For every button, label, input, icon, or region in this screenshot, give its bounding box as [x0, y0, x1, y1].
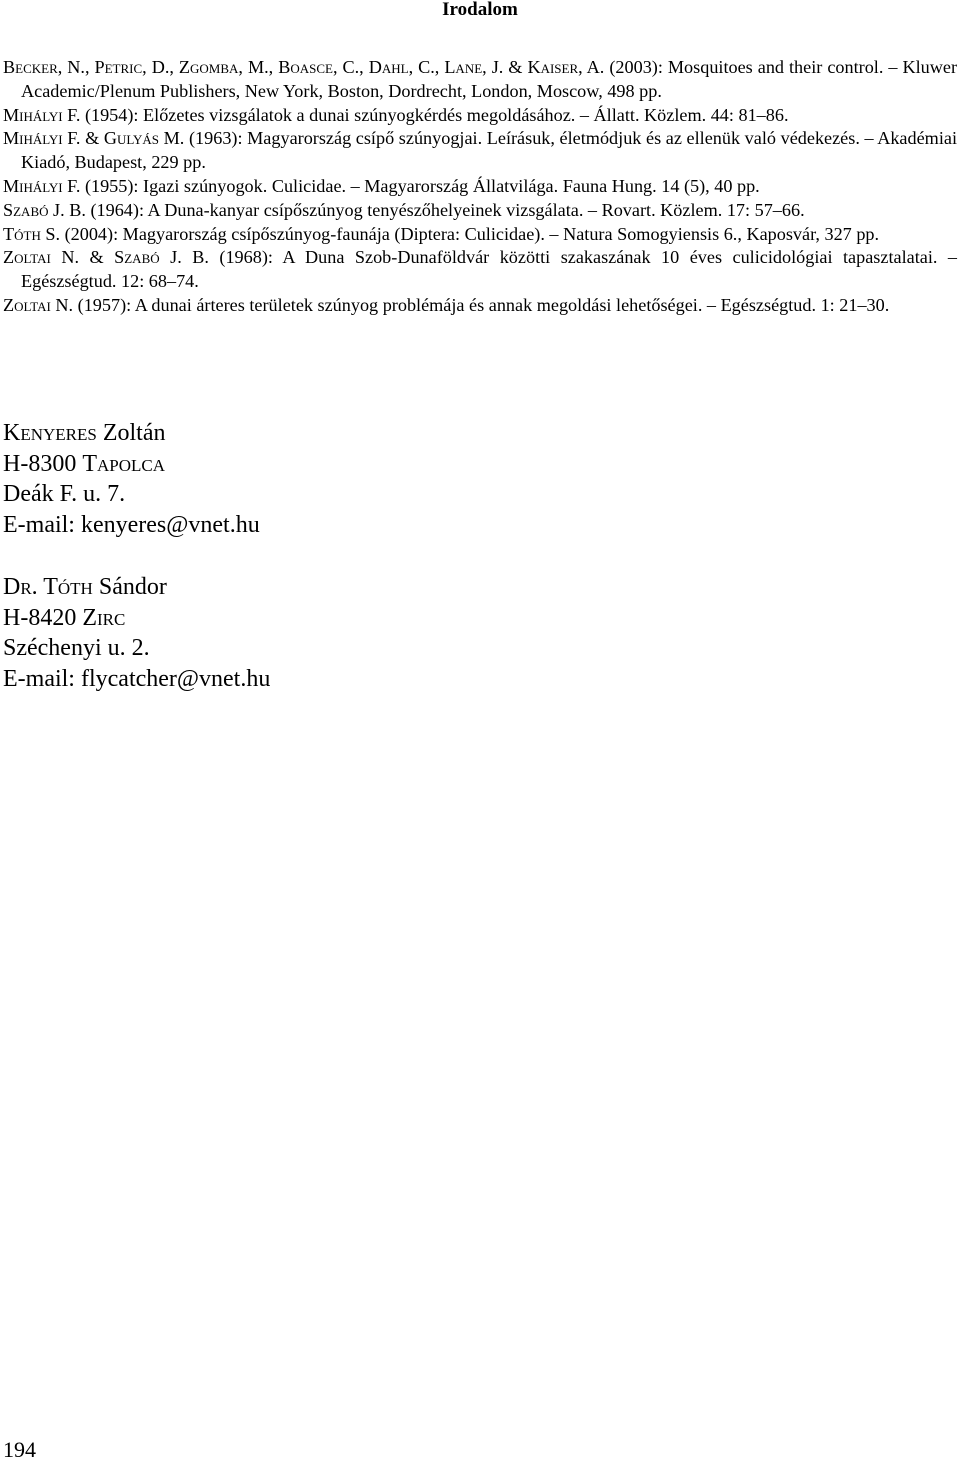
reference-item — [3, 199, 957, 223]
section-heading: Irodalom — [442, 0, 518, 20]
reference-list — [3, 56, 957, 318]
postal-code: H-8300 — [3, 450, 83, 477]
reference-text: (1964): A Duna-kanyar csípőszúnyog tenyészőhelyeinek vizsgálata. – Rovart. Közlem. 17: 57–66. — [85, 199, 805, 220]
author-name — [3, 572, 270, 603]
city: Tapolca — [82, 450, 165, 477]
page-number: 194 — [3, 1437, 36, 1462]
reference-text: (1957): A dunai árteres területek szúnyog problémája és annak megoldási lehetőségei. – Egészségtud. 1: 21–30. — [73, 294, 890, 315]
reference-authors: Zoltai N. — [3, 294, 74, 315]
reference-item — [3, 104, 957, 128]
author-city-line — [3, 449, 260, 480]
author-address-block — [3, 572, 270, 694]
reference-item — [3, 223, 957, 247]
reference-text: (1955): Igazi szúnyogok. Culicidae. – Magyarország Állatvilága. Fauna Hung. 14 (5), 40 pp. — [80, 175, 760, 196]
reference-authors: Mihályi F. & Gulyás M. — [3, 128, 185, 149]
postal-code: H-8420 — [3, 604, 83, 631]
author-street: Széchenyi u. 2. — [3, 635, 150, 661]
author-email: E-mail: flycatcher@vnet.hu — [3, 665, 271, 692]
author-surname: Kenyeres — [3, 420, 97, 446]
reference-item — [3, 175, 957, 199]
author-email: E-mail: kenyeres@vnet.hu — [3, 511, 260, 538]
author-given-name: Sándor — [92, 574, 167, 600]
author-city-line — [3, 603, 270, 634]
reference-authors: Mihályi F. — [3, 175, 81, 196]
reference-item — [3, 294, 957, 318]
reference-text: (1954): Előzetes vizsgálatok a dunai szúnyogkérdés megoldásához. – Állatt. Közlem. 44: 81–86. — [80, 104, 789, 125]
reference-text: (2004): Magyarország csípőszúnyog-faunája (Diptera: Culicidae). – Natura Somogyiensis 6., Kaposvár, 327 pp. — [60, 223, 880, 244]
reference-authors: Tóth S. — [3, 223, 61, 244]
reference-item — [3, 127, 957, 175]
reference-authors: Zoltai N. & Szabó J. B. — [3, 247, 209, 268]
author-given-name: Zoltán — [96, 420, 166, 446]
author-name — [3, 418, 260, 449]
reference-item — [3, 246, 957, 294]
city: Zirc — [82, 604, 126, 631]
reference-authors: Becker, N., Petric, D., Zgomba, M., Boasce, C., Dahl, C., Lane, J. & Kaiser, A. — [3, 57, 605, 77]
reference-text: (2003): Mosquitoes and their control. – Kluwer Academic/Plenum Publishers, New York, Boston, Dordrecht, London, Moscow, 498 pp. — [21, 57, 958, 101]
reference-text: (1963): Magyarország csípő szúnyogjai. Leírásuk, életmódjuk és az ellenük való védekezés. – Akadémiai Kiadó, Budapest, 229 pp. — [21, 128, 957, 173]
author-street: Deák F. u. 7. — [3, 481, 126, 507]
reference-authors: Mihályi F. — [3, 104, 81, 125]
author-surname: Dr. Tóth — [3, 574, 93, 600]
reference-text: (1968): A Duna Szob-Dunaföldvár közötti szakaszának 10 éves culicidológiai tapasztalatai. – Egészségtud. 12: 68–74. — [21, 247, 957, 292]
author-address-block — [3, 418, 260, 540]
reference-authors: Szabó J. B. — [3, 199, 86, 220]
reference-item — [3, 56, 957, 104]
